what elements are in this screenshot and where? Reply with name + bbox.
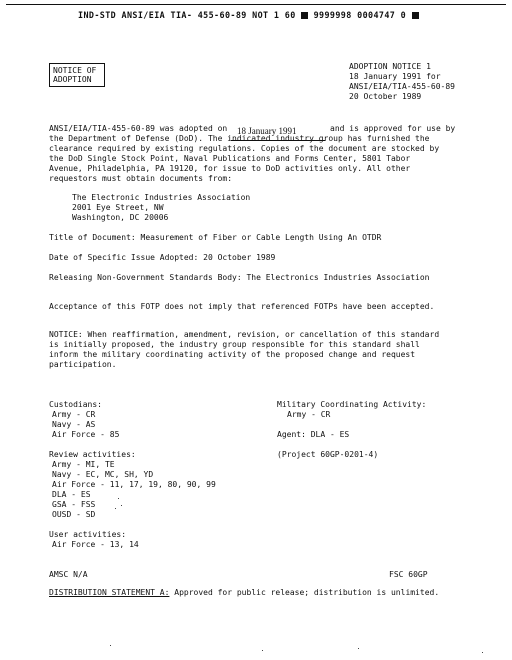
scan-speck	[121, 505, 122, 506]
body-line-4: the DoD Single Stock Point, Naval Publications and Forms Center, 5801 Tabor	[49, 154, 411, 163]
adopted-date: 18 January 1991	[237, 126, 297, 136]
notice-box-line-2: ADOPTION	[53, 75, 92, 84]
adopted-suffix: and is approved for use by	[330, 124, 456, 133]
scan-speck	[118, 498, 119, 499]
distribution-statement	[49, 588, 439, 598]
date-of-issue: Date of Specific Issue Adopted: 20 October 1989	[49, 253, 276, 262]
fsc-code: FSC 60GP	[389, 570, 428, 579]
notice-line-4: participation.	[49, 360, 117, 369]
custodians-heading: Custodians:	[49, 400, 102, 409]
review-activities-heading: Review activities:	[49, 450, 136, 459]
review-dla: DLA - ES	[52, 490, 91, 499]
document-code-left: IND-STD ANSI/EIA TIA- 455-60-89 NOT 1 60	[78, 10, 296, 20]
distribution-label: DISTRIBUTION STATEMENT A:	[49, 588, 170, 597]
black-square-icon	[301, 12, 308, 19]
address-line-2: 2001 Eye Street, NW	[72, 203, 164, 212]
user-activities-heading: User activities:	[49, 530, 127, 539]
adoption-notice-standard: ANSI/EIA/TIA-455-60-89	[349, 82, 455, 91]
custodian-air-force: Air Force - 85	[52, 430, 120, 439]
review-gsa: GSA - FSS	[52, 500, 96, 509]
military-coordinating-heading: Military Coordinating Activity:	[277, 400, 427, 409]
review-ousd: OUSD - SD	[52, 510, 96, 519]
adopted-prefix: ANSI/EIA/TIA-455-60-89 was adopted on	[49, 124, 228, 133]
notice-line-1: NOTICE: When reaffirmation, amendment, revision, or cancellation of this standard	[49, 330, 440, 339]
scan-speck	[482, 652, 483, 653]
scan-speck	[358, 648, 359, 649]
document-code-mid: 9999998 0004747 0	[313, 10, 407, 20]
top-rule	[6, 4, 506, 5]
amsc-code: AMSC N/A	[49, 570, 88, 579]
document-code-header	[78, 10, 419, 20]
custodian-army: Army - CR	[52, 410, 96, 419]
body-line-3: clearance required by existing regulations. Copies of the document are stocked by	[49, 144, 440, 153]
scan-speck	[115, 508, 116, 509]
project-number: (Project 60GP-0201-4)	[277, 450, 379, 459]
distribution-text: Approved for public release; distribution is unlimited.	[174, 588, 440, 597]
notice-box-line-1: NOTICE OF	[53, 66, 97, 75]
notice-line-3: inform the military coordinating activity of the proposed change and request	[49, 350, 416, 359]
notice-line-2: is initially proposed, the industry group responsible for this standard shall	[49, 340, 420, 349]
acceptance-statement: Acceptance of this FOTP does not imply that referenced FOTPs have been accepted.	[49, 302, 435, 311]
address-line-3: Washington, DC 20006	[72, 213, 169, 222]
body-line-5: Avenue, Philadelphia, PA 19120, for issue to DoD activities only. All other	[49, 164, 411, 173]
review-air-force: Air Force - 11, 17, 19, 80, 90, 99	[52, 480, 216, 489]
body-line-6: requestors must obtain documents from:	[49, 174, 233, 183]
military-coordinating-army: Army - CR	[287, 410, 331, 419]
agent-line: Agent: DLA - ES	[277, 430, 350, 439]
releasing-body: Releasing Non-Government Standards Body: The Electronics Industries Association	[49, 273, 430, 282]
adoption-notice-issue-date: 20 October 1989	[349, 92, 422, 101]
review-army: Army - MI, TE	[52, 460, 115, 469]
black-square-icon	[412, 12, 419, 19]
scan-speck	[110, 645, 111, 646]
user-air-force: Air Force - 13, 14	[52, 540, 139, 549]
custodian-navy: Navy - AS	[52, 420, 96, 429]
scan-speck	[262, 650, 263, 651]
notice-of-adoption-box	[49, 63, 105, 87]
body-line-2: the Department of Defense (DoD). The indicated industry group has furnished the	[49, 134, 430, 143]
address-line-1: The Electronic Industries Association	[72, 193, 251, 202]
adoption-notice-date: 18 January 1991 for	[349, 72, 441, 81]
title-of-document: Title of Document: Measurement of Fiber or Cable Length Using An OTDR	[49, 233, 382, 242]
review-navy: Navy - EC, MC, SH, YD	[52, 470, 154, 479]
adoption-notice-number: ADOPTION NOTICE 1	[349, 62, 431, 71]
